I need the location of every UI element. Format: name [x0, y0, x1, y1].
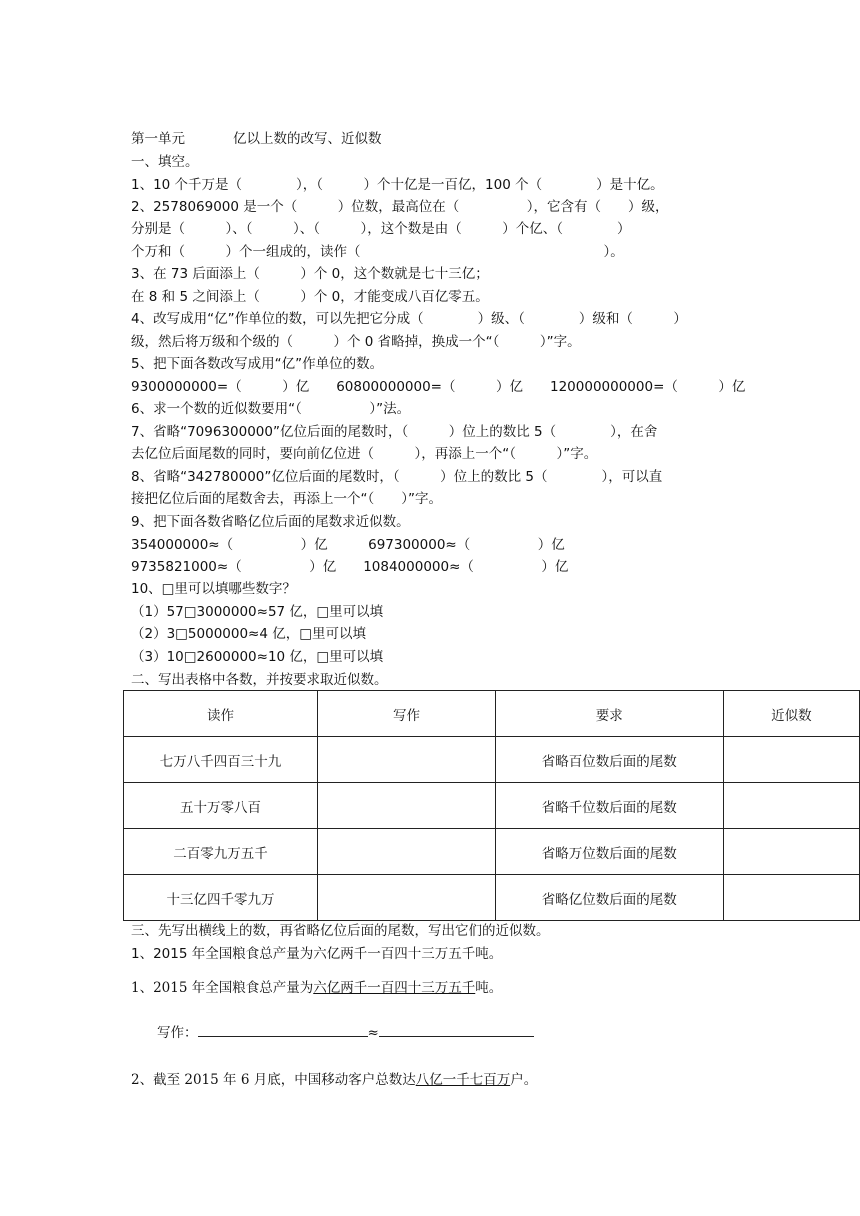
fill-line: 5、把下面各数改写成用“亿”作单位的数。 [131, 356, 384, 372]
table-header: 要求 [495, 691, 723, 737]
fill-line: 级，然后将万级和个级的（ ）个 0 省略掉，换成一个“（ ）”字。 [131, 334, 581, 350]
table-cell-write[interactable] [318, 783, 496, 829]
fill-line: 354000000≈（ ）亿 697300000≈（ ）亿 [131, 537, 565, 553]
write-label: 写作： [157, 1025, 198, 1041]
fill-line: 1、10 个千万是（ ），（ ）个十亿是一百亿，100 个（ ）是十亿。 [131, 177, 664, 193]
table-cell-req: 省略万位数后面的尾数 [495, 829, 723, 875]
fill-line: 9735821000≈（ ）亿 1084000000≈（ ）亿 [131, 559, 569, 575]
table-cell-read: 十三亿四千零九万 [124, 875, 318, 921]
table-cell-read: 七万八千四百三十九 [124, 737, 318, 783]
approx-blank[interactable] [379, 1024, 534, 1037]
fill-line: 去亿位后面尾数的同时，要向前亿位进（ ），再添上一个“（ ）”字。 [131, 446, 598, 462]
table-cell-write[interactable] [318, 829, 496, 875]
table-cell-read: 五十万零八百 [124, 783, 318, 829]
write-line [157, 1024, 534, 1042]
table-header: 近似数 [723, 691, 859, 737]
fill-line: （2）3□5000000≈4 亿，□里可以填 [131, 626, 367, 642]
section3-q1-plain: 1、2015 年全国粮食总产量为六亿两千一百四十三万五千吨。 [131, 946, 503, 962]
fill-line: 7、省略“7096300000”亿位后面的尾数时，（ ）位上的数比 5（ ），在舍 [131, 424, 658, 440]
q2-suffix: 户。 [510, 1072, 538, 1088]
q2-underlined-number: 八亿一千七百万 [415, 1072, 511, 1088]
unit-topic: 亿以上数的改写、近似数 [233, 131, 382, 147]
fill-line: 8、省略“342780000”亿位后面的尾数时，（ ）位上的数比 5（ ），可以直 [131, 469, 663, 485]
unit-title [131, 130, 382, 148]
section3-q2 [131, 1071, 537, 1089]
fill-line: 2、2578069000 是一个（ ）位数，最高位在（ ），它含有（ ）级， [131, 199, 669, 215]
table-cell-req: 省略亿位数后面的尾数 [495, 875, 723, 921]
fill-line: （1）57□3000000≈57 亿，□里可以填 [131, 604, 384, 620]
q1-prefix: 1、2015 年全国粮食总产量为 [131, 980, 314, 996]
fill-line: 在 8 和 5 之间添上（ ）个 0，才能变成八百亿零五。 [131, 289, 489, 305]
fill-line: （3）10□2600000≈10 亿，□里可以填 [131, 649, 384, 665]
fill-line: 个万和（ ）个一组成的，读作（ ）。 [131, 244, 624, 260]
table-row [124, 829, 860, 875]
fill-line: 10、□里可以填哪些数字？ [131, 581, 296, 597]
fill-line: 接把亿位后面的尾数舍去，再添上一个“（ ）”字。 [131, 491, 442, 507]
table-row [124, 737, 860, 783]
q1-underlined-number: 六亿两千一百四十三万五千 [313, 980, 476, 996]
fill-line: 4、改写成用“亿”作单位的数，可以先把它分成（ ）级、（ ）级和（ ） [131, 311, 687, 327]
table-header: 写作 [318, 691, 496, 737]
table-row [124, 875, 860, 921]
table-cell-approx[interactable] [723, 737, 859, 783]
unit-label: 第一单元 [131, 131, 185, 147]
table-cell-approx[interactable] [723, 829, 859, 875]
section1-heading: 一、填空。 [131, 154, 199, 170]
section3-heading: 三、先写出横线上的数，再省略亿位后面的尾数，写出它们的近似数。 [131, 923, 550, 939]
table-cell-approx[interactable] [723, 875, 859, 921]
approx-sign: ≈ [367, 1025, 379, 1041]
q2-prefix: 2、截至 2015 年 6 月底，中国移动客户总数达 [131, 1072, 416, 1088]
table-header-row [124, 691, 860, 737]
table-cell-req: 省略千位数后面的尾数 [495, 783, 723, 829]
table-row [124, 783, 860, 829]
table-cell-req: 省略百位数后面的尾数 [495, 737, 723, 783]
table-cell-approx[interactable] [723, 783, 859, 829]
table-cell-read: 二百零九万五千 [124, 829, 318, 875]
fill-line: 9300000000=（ ）亿 60800000000=（ ）亿 120000000000=（ ）亿 [131, 379, 746, 395]
number-table [123, 690, 860, 921]
table-cell-write[interactable] [318, 737, 496, 783]
fill-line: 3、在 73 后面添上（ ）个 0，这个数就是七十三亿； [131, 266, 489, 282]
section3-q1 [131, 979, 502, 997]
table-header: 读作 [124, 691, 318, 737]
fill-line: 9、把下面各数省略亿位后面的尾数求近似数。 [131, 514, 410, 530]
q1-suffix: 吨。 [475, 980, 503, 996]
fill-line: 分别是（ ）、（ ）、（ ），这个数是由（ ）个亿、（ ） [131, 221, 631, 237]
table-cell-write[interactable] [318, 875, 496, 921]
section2-heading: 二、写出表格中各数，并按要求取近似数。 [131, 672, 388, 688]
write-blank[interactable] [198, 1024, 368, 1037]
fill-line: 6、求一个数的近似数要用“（ ）”法。 [131, 401, 411, 417]
